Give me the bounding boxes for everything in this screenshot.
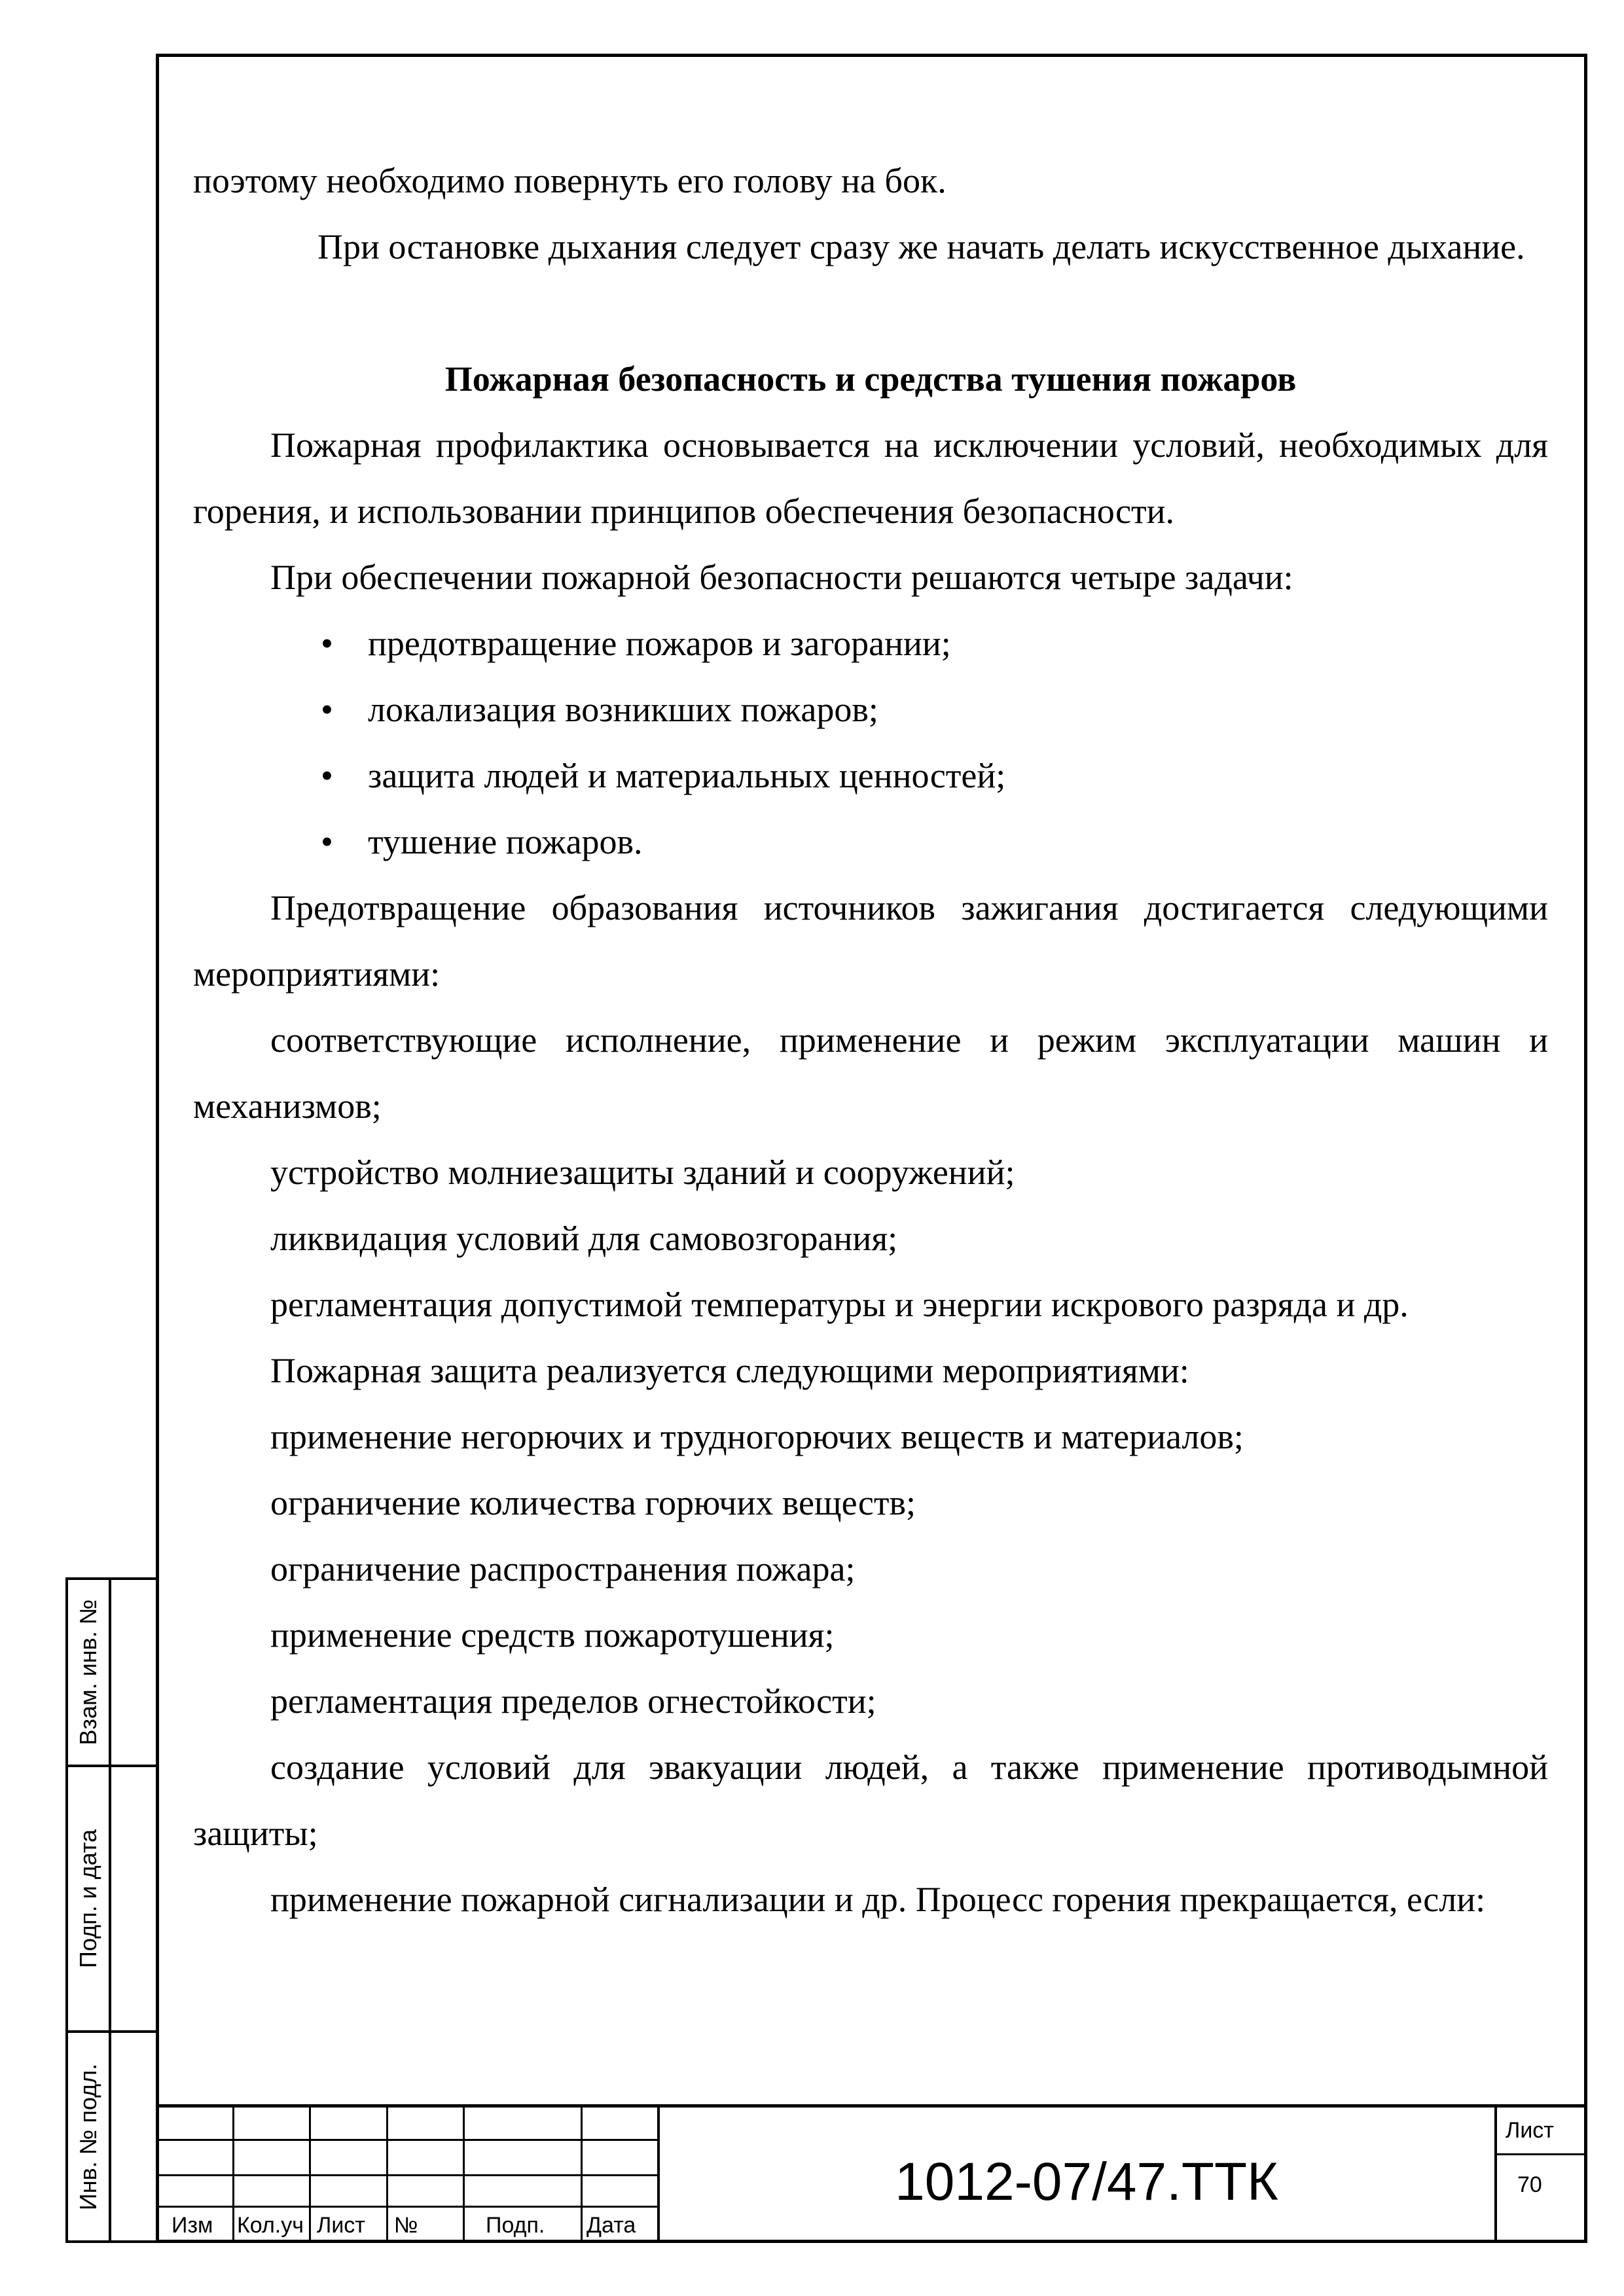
side-stamp-podp xyxy=(65,1765,156,2033)
document-code: 1012-07/47.ТТК xyxy=(895,2152,1278,2212)
paragraph: При обеспечении пожарной безопасности решаются четыре задачи: xyxy=(270,558,1293,597)
list-item: • защита людей и материальных ценностей; xyxy=(321,743,1548,809)
section-heading: Пожарная безопасность и средства тушения пожаров xyxy=(444,359,1297,399)
col-list: Лист xyxy=(317,2213,365,2238)
paragraph: регламентация допустимой температуры и энергии искрового разряда и др. xyxy=(270,1285,1409,1324)
col-kol: Кол.уч xyxy=(237,2213,304,2238)
paragraph: поэтому необходимо повернуть его голову на бок. xyxy=(193,161,947,200)
paragraph: Пожарная профилактика основывается на исключении условий, необходимых для горения, и использовании принципов обеспечения безопасности. xyxy=(193,425,1548,531)
paragraph: ликвидация условий для самовозгорания; xyxy=(270,1219,898,1258)
sheet-label: Лист xyxy=(1506,2118,1554,2143)
paragraph: применение средств пожаротушения; xyxy=(270,1615,835,1655)
paragraph: Предотвращение образования источников зажигания достигается следующими мероприятиями: xyxy=(193,888,1548,994)
col-num: № xyxy=(394,2213,418,2238)
document-body xyxy=(193,148,1548,1933)
paragraph: При остановке дыхания следует сразу же начать делать искусственное дыхание. xyxy=(317,227,1525,266)
col-data: Дата xyxy=(586,2213,636,2238)
paragraph: ограничение количества горючих веществ; xyxy=(270,1483,916,1522)
list-item: • локализация возникших пожаров; xyxy=(321,677,1548,743)
side-label-podp: Подп. и дата xyxy=(75,1829,101,1969)
col-podp: Подп. xyxy=(486,2213,545,2238)
task-list xyxy=(193,611,1548,875)
paragraph: применение негорючих и трудногорючих веществ и материалов; xyxy=(270,1417,1244,1456)
paragraph: соответствующие исполнение, применение и режим эксплуатации машин и механизмов; xyxy=(193,1020,1548,1126)
list-item: • тушение пожаров. xyxy=(321,809,1548,875)
paragraph: Пожарная защита реализуется следующими мероприятиями: xyxy=(270,1351,1189,1390)
sheet-number: 70 xyxy=(1517,2172,1542,2197)
paragraph: устройство молниезащиты зданий и сооружений; xyxy=(270,1153,1015,1192)
side-label-vzam: Взам. инв. № xyxy=(75,1599,101,1746)
list-item: • предотвращение пожаров и загорании; xyxy=(321,611,1548,677)
col-izm: Изм xyxy=(171,2213,213,2238)
paragraph: регламентация пределов огнестойкости; xyxy=(270,1681,876,1721)
paragraph: применение пожарной сигнализации и др. Процесс горения прекращается, если: xyxy=(270,1880,1486,1919)
side-stamp-inv xyxy=(65,2030,156,2243)
paragraph: ограничение распространения пожара; xyxy=(270,1549,856,1588)
side-stamp-vzam xyxy=(65,1577,156,1767)
side-label-inv: Инв. № подл. xyxy=(75,2063,101,2210)
paragraph: создание условий для эвакуации людей, а также применение противодымной защиты; xyxy=(193,1748,1548,1853)
